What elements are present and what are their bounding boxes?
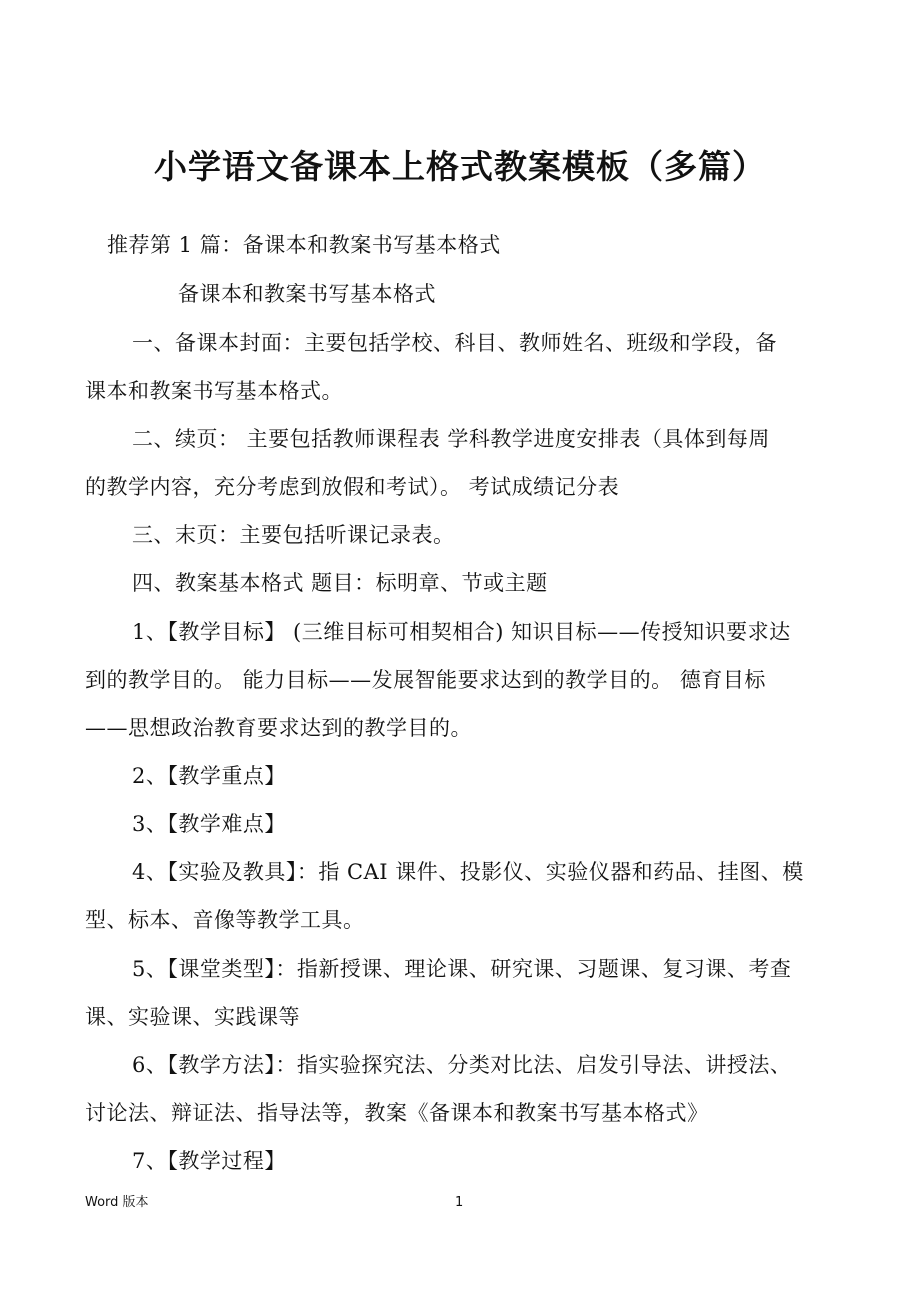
footer-label: Word 版本 (85, 1195, 149, 1210)
paragraph-line: 6、【教学方法】：指实验探究法、分类对比法、启发引导法、讲授法、 (132, 1053, 792, 1077)
paragraph-line: 课、实验课、实践课等 (85, 1005, 300, 1029)
paragraph-line: 的教学内容，充分考虑到放假和考试）。 考试成绩记分表 (85, 475, 620, 499)
document-title: 小学语文备课本上格式教案模板（多篇） (154, 147, 766, 186)
paragraph-line: ——思想政治教育要求达到的教学目的。 (85, 716, 472, 740)
paragraph-line: 备课本和教案书写基本格式 (178, 282, 436, 306)
paragraph-line: 课本和教案书写基本格式。 (85, 379, 343, 403)
paragraph-line: 到的教学目的。 能力目标——发展智能要求达到的教学目的。 德育目标 (85, 668, 766, 692)
paragraph-line: 二、续页： 主要包括教师课程表 学科教学进度安排表（具体到每周 (132, 427, 770, 451)
paragraph-line: 5、【课堂类型】：指新授课、理论课、研究课、习题课、复习课、考查 (132, 957, 792, 981)
paragraph-line: 推荐第 1 篇：备课本和教案书写基本格式 (107, 233, 501, 257)
paragraph-line: 1、【教学目标】 (三维目标可相契相合) 知识目标——传授知识要求达 (132, 620, 791, 644)
paragraph-line: 三、末页：主要包括听课记录表。 (132, 523, 455, 547)
paragraph-line: 型、标本、音像等教学工具。 (85, 908, 365, 932)
paragraph-line: 3、【教学难点】 (132, 812, 286, 836)
paragraph-line: 讨论法、辩证法、指导法等，教案《备课本和教案书写基本格式》 (85, 1101, 709, 1125)
page-number: 1 (455, 1195, 464, 1210)
paragraph-line: 2、【教学重点】 (132, 764, 286, 788)
paragraph-line: 一、备课本封面：主要包括学校、科目、教师姓名、班级和学段，备 (132, 331, 777, 355)
paragraph-line: 四、教案基本格式 题目：标明章、节或主题 (132, 571, 548, 595)
paragraph-line: 4、【实验及教具】：指 CAI 课件、投影仪、实验仪器和药品、挂图、模 (132, 860, 804, 884)
paragraph-line: 7、【教学过程】 (132, 1149, 286, 1173)
